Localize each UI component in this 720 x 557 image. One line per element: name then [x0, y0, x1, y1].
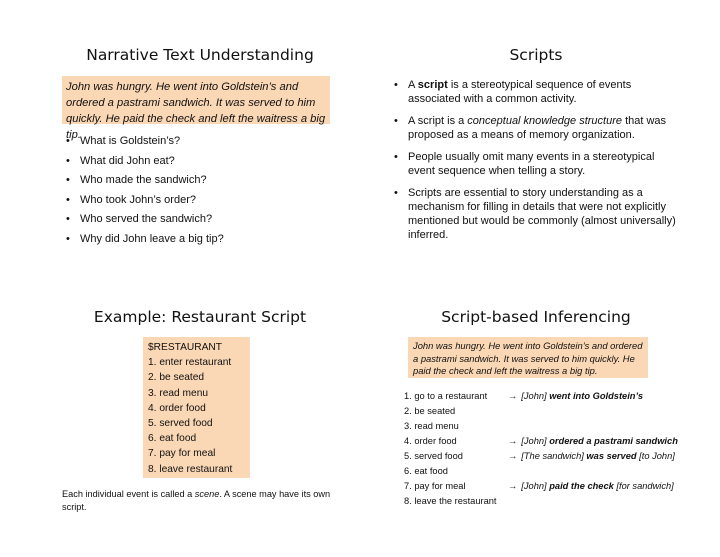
script-scene: 2. be seated [148, 372, 205, 384]
question-item: • Who served the sandwich? [66, 210, 326, 230]
script-scene: 6. eat food [148, 433, 197, 445]
inference-step: 5. served food [404, 451, 463, 461]
question-item: • Why did John leave a big tip? [66, 230, 326, 250]
question-item: • What is Goldstein’s? [66, 132, 326, 152]
scripts-slide-title: Scripts [509, 46, 563, 64]
script-term: script [417, 79, 448, 91]
question-item: • Who made the sandwich? [66, 171, 326, 191]
scripts-bullet: • People usually omit many events in a stereotypical event sequence when telling a story. [394, 150, 684, 178]
inference-table [404, 391, 704, 513]
arrow-icon: → [508, 451, 518, 461]
inference-annotation: → [John] ordered a pastrami sandwich [508, 436, 678, 446]
script-scene: 7. pay for meal [148, 448, 216, 460]
inference-annotation: → [John] paid the check [for sandwich] [508, 481, 674, 491]
inference-step: 7. pay for meal [404, 481, 466, 491]
conceptual-term: conceptual knowledge structure [467, 115, 623, 127]
narrative-questions-list [66, 132, 326, 250]
scripts-bullet: • Scripts are essential to story understanding as a mechanism for filling in details that were not explicitly mentioned but would be commonly (almost universally) inferred. [394, 186, 684, 242]
restaurant-script-box [143, 337, 250, 478]
scene-note: Each individual event is called a scene. A scene may have its own script. [62, 489, 331, 512]
arrow-icon: → [508, 481, 518, 491]
arrow-icon: → [508, 391, 518, 401]
inference-step: 3. read menu [404, 421, 459, 431]
script-header: $RESTAURANT [148, 342, 222, 353]
question-item: • Who took John’s order? [66, 191, 326, 211]
script-scene: 4. order food [148, 402, 206, 414]
script-scene: 3. read menu [148, 387, 209, 399]
restaurant-slide-title: Example: Restaurant Script [93, 308, 307, 326]
inference-step: 2. be seated [404, 406, 456, 416]
inferencing-story-box: John was hungry. He went into Goldstein’s and ordered a pastrami sandwich. It was served to him quickly. He paid the check and left the waitress a big tip. [408, 337, 648, 378]
inference-step: 4. order food [404, 436, 457, 446]
inference-annotation: → [The sandwich] was served [to John] [508, 451, 675, 461]
inference-step: 1. go to a restaurant [404, 391, 488, 401]
inference-annotation: → [John] went into Goldstein’s [508, 391, 644, 401]
scripts-bullet: • A script is a stereotypical sequence of events associated with a common activity. [394, 78, 684, 106]
inference-step: 8. leave the restaurant [404, 496, 497, 506]
narrative-story-box: John was hungry. He went into Goldstein’s and ordered a pastrami sandwich. It was served to him quickly. He paid the check and left the waitress a big tip. [62, 76, 330, 124]
script-scene: 8. leave restaurant [148, 463, 233, 475]
inferencing-slide-title: Script-based Inferencing [441, 308, 631, 326]
scripts-bullet: • A script is a conceptual knowledge structure that was proposed as a means of memory organization. [394, 114, 684, 142]
script-scene: 5. served food [148, 418, 213, 430]
narrative-slide-title: Narrative Text Understanding [86, 46, 314, 64]
script-scene: 1. enter restaurant [148, 357, 232, 369]
question-item: • What did John eat? [66, 152, 326, 172]
inference-step: 6. eat food [404, 466, 448, 476]
scripts-bullet-list [394, 78, 684, 250]
arrow-icon: → [508, 436, 518, 446]
